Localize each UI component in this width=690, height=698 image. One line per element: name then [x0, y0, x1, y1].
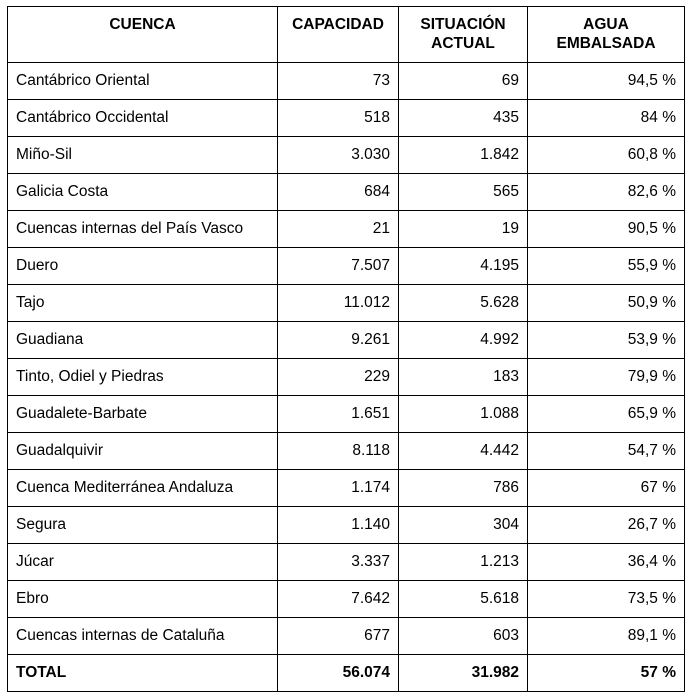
- table-row: [8, 581, 685, 618]
- table-row: [8, 396, 685, 433]
- table-row: [8, 359, 685, 396]
- header-row: [8, 7, 685, 63]
- cell-capacidad: 73: [278, 63, 399, 100]
- cell-cuenca: Cantábrico Occidental: [8, 100, 278, 137]
- header-agua-embalsada: AGUA EMBALSADA: [528, 7, 685, 63]
- table-row: [8, 470, 685, 507]
- cell-capacidad: 1.140: [278, 507, 399, 544]
- table-row: [8, 618, 685, 655]
- cell-capacidad: 3.030: [278, 137, 399, 174]
- cell-situacion-actual: 1.088: [399, 396, 528, 433]
- cell-agua-embalsada: 89,1 %: [528, 618, 685, 655]
- cell-cuenca: Miño-Sil: [8, 137, 278, 174]
- table-row: [8, 248, 685, 285]
- cell-situacion-actual: 4.195: [399, 248, 528, 285]
- cell-cuenca: Cuencas internas de Cataluña: [8, 618, 278, 655]
- cell-situacion-actual: 4.992: [399, 322, 528, 359]
- cell-agua-embalsada: 84 %: [528, 100, 685, 137]
- table-body: [8, 63, 685, 655]
- cell-agua-embalsada: 90,5 %: [528, 211, 685, 248]
- table-row: [8, 433, 685, 470]
- cell-cuenca: Tinto, Odiel y Piedras: [8, 359, 278, 396]
- reservoir-table: [7, 6, 685, 692]
- total-agua-embalsada: 57 %: [528, 655, 685, 692]
- cell-situacion-actual: 1.842: [399, 137, 528, 174]
- cell-cuenca: Duero: [8, 248, 278, 285]
- cell-capacidad: 21: [278, 211, 399, 248]
- cell-capacidad: 684: [278, 174, 399, 211]
- cell-situacion-actual: 5.628: [399, 285, 528, 322]
- cell-cuenca: Tajo: [8, 285, 278, 322]
- cell-cuenca: Cuenca Mediterránea Andaluza: [8, 470, 278, 507]
- cell-agua-embalsada: 79,9 %: [528, 359, 685, 396]
- table-row: [8, 63, 685, 100]
- cell-capacidad: 229: [278, 359, 399, 396]
- cell-cuenca: Galicia Costa: [8, 174, 278, 211]
- cell-cuenca: Cantábrico Oriental: [8, 63, 278, 100]
- table-row: [8, 100, 685, 137]
- reservoir-table-container: [7, 6, 685, 692]
- table-row: [8, 285, 685, 322]
- cell-agua-embalsada: 36,4 %: [528, 544, 685, 581]
- table-footer: [8, 655, 685, 692]
- cell-situacion-actual: 1.213: [399, 544, 528, 581]
- cell-agua-embalsada: 82,6 %: [528, 174, 685, 211]
- cell-capacidad: 677: [278, 618, 399, 655]
- cell-agua-embalsada: 50,9 %: [528, 285, 685, 322]
- cell-capacidad: 1.651: [278, 396, 399, 433]
- cell-agua-embalsada: 55,9 %: [528, 248, 685, 285]
- cell-situacion-actual: 69: [399, 63, 528, 100]
- total-situacion-actual: 31.982: [399, 655, 528, 692]
- cell-capacidad: 518: [278, 100, 399, 137]
- cell-agua-embalsada: 54,7 %: [528, 433, 685, 470]
- table-row: [8, 507, 685, 544]
- header-cuenca: CUENCA: [8, 7, 278, 63]
- table-header: [8, 7, 685, 63]
- table-row: [8, 544, 685, 581]
- cell-capacidad: 11.012: [278, 285, 399, 322]
- cell-agua-embalsada: 73,5 %: [528, 581, 685, 618]
- total-row: [8, 655, 685, 692]
- table-row: [8, 137, 685, 174]
- cell-cuenca: Guadalete-Barbate: [8, 396, 278, 433]
- cell-capacidad: 3.337: [278, 544, 399, 581]
- total-capacidad: 56.074: [278, 655, 399, 692]
- table-row: [8, 322, 685, 359]
- cell-agua-embalsada: 65,9 %: [528, 396, 685, 433]
- cell-capacidad: 7.507: [278, 248, 399, 285]
- cell-situacion-actual: 4.442: [399, 433, 528, 470]
- cell-situacion-actual: 304: [399, 507, 528, 544]
- cell-cuenca: Guadalquivir: [8, 433, 278, 470]
- cell-situacion-actual: 786: [399, 470, 528, 507]
- table-row: [8, 174, 685, 211]
- cell-situacion-actual: 19: [399, 211, 528, 248]
- cell-cuenca: Guadiana: [8, 322, 278, 359]
- cell-situacion-actual: 5.618: [399, 581, 528, 618]
- total-label: TOTAL: [8, 655, 278, 692]
- cell-capacidad: 9.261: [278, 322, 399, 359]
- cell-situacion-actual: 183: [399, 359, 528, 396]
- cell-capacidad: 8.118: [278, 433, 399, 470]
- cell-agua-embalsada: 26,7 %: [528, 507, 685, 544]
- table-row: [8, 211, 685, 248]
- cell-agua-embalsada: 67 %: [528, 470, 685, 507]
- cell-cuenca: Júcar: [8, 544, 278, 581]
- cell-situacion-actual: 435: [399, 100, 528, 137]
- header-capacidad: CAPACIDAD: [278, 7, 399, 63]
- header-situacion-actual: SITUACIÓN ACTUAL: [399, 7, 528, 63]
- cell-situacion-actual: 565: [399, 174, 528, 211]
- cell-situacion-actual: 603: [399, 618, 528, 655]
- cell-capacidad: 7.642: [278, 581, 399, 618]
- cell-cuenca: Segura: [8, 507, 278, 544]
- cell-agua-embalsada: 94,5 %: [528, 63, 685, 100]
- cell-capacidad: 1.174: [278, 470, 399, 507]
- cell-agua-embalsada: 53,9 %: [528, 322, 685, 359]
- cell-agua-embalsada: 60,8 %: [528, 137, 685, 174]
- cell-cuenca: Cuencas internas del País Vasco: [8, 211, 278, 248]
- cell-cuenca: Ebro: [8, 581, 278, 618]
